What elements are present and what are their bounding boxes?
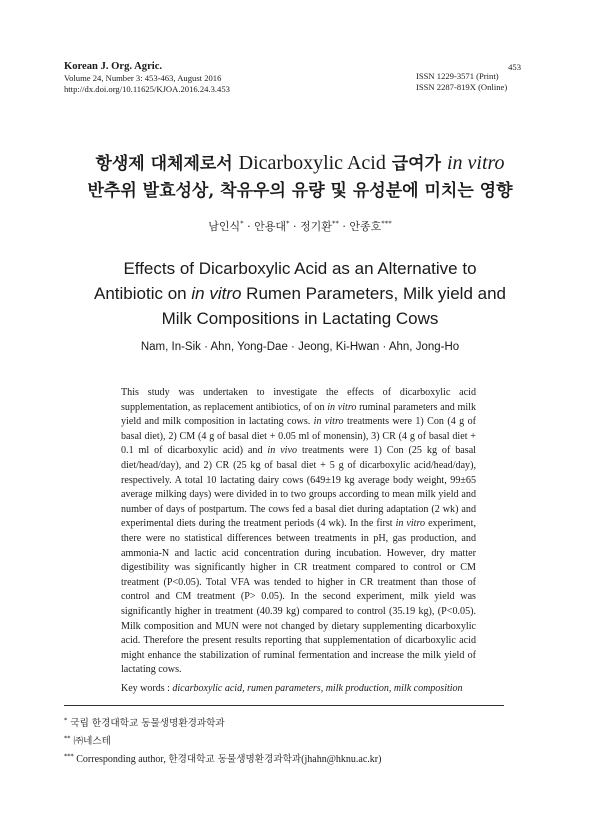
- english-title-line-1: Effects of Dicarboxylic Acid as an Alternative to: [123, 259, 477, 278]
- author-ko-4: 안종호: [349, 220, 382, 233]
- footnotes: [64, 713, 381, 768]
- doi-link[interactable]: http://dx.doi.org/10.11625/KJOA.2016.24.3.453: [64, 84, 230, 94]
- footnote-text: ㈜네스테: [70, 736, 111, 748]
- abstract-text: [121, 386, 476, 678]
- footnote-mark: **: [64, 734, 71, 743]
- korean-title-line-2: 반추위 발효성상, 착유우의 유량 및 유성분에 미치는 영향: [87, 181, 513, 201]
- issn-print: ISSN 1229-3571 (Print): [416, 71, 499, 81]
- english-authors: Nam, In-Sik · Ahn, Yong-Dae · Jeong, Ki-Hwan · Ahn, Jong-Ho: [140, 341, 460, 353]
- korean-title-line-1: [0, 150, 600, 178]
- author-mark: **: [331, 219, 339, 228]
- abstract-italic: in vivo: [267, 445, 298, 457]
- abstract-part: This study was undertaken to investigate the effects of dicarboxylic acid supplementation, as replacement antibiotics, of on: [121, 387, 476, 413]
- footnote-1: [64, 713, 381, 731]
- footnote-mark: ***: [64, 752, 74, 761]
- footnote-divider: [64, 705, 504, 706]
- abstract-italic: in vitro: [327, 401, 357, 413]
- journal-header: [64, 60, 324, 95]
- volume-info: Volume 24, Number 3: 453-463, August 2016: [64, 73, 222, 83]
- issn-online: ISSN 2287-819X (Online): [416, 82, 508, 92]
- korean-title: [0, 150, 600, 205]
- english-title: [0, 256, 600, 331]
- journal-name: Korean J. Org. Agric.: [64, 61, 163, 72]
- korean-title-part: 급여가: [385, 154, 447, 174]
- footnote-text: 한경대학교 동물생명환경과학과: [168, 754, 302, 766]
- author-separator: ·: [243, 220, 255, 233]
- footnote-mark: *: [64, 716, 68, 724]
- page-number: 453: [508, 62, 521, 72]
- author-separator: ·: [338, 220, 350, 233]
- abstract-italic: in vitro: [395, 518, 426, 530]
- korean-title-english-term: Dicarboxylic Acid: [238, 152, 386, 174]
- abstract-part: ruminal parameters and milk yield and milk composition in lactating cows.: [121, 401, 476, 428]
- footnote-text: 국립 한경대학교 동물생명환경과학과: [67, 718, 225, 730]
- korean-title-part: 항생제 대체제로서: [95, 154, 239, 174]
- korean-title-italic-term: in vitro: [446, 152, 505, 174]
- abstract-italic: in vitro: [313, 416, 344, 428]
- author-ko-1: 남인식: [208, 220, 241, 233]
- abstract-part: experiment, there were no statistical differences between treatments in pH, gas production, and ammonia-N and lactic acid concentration during incubation. However, dry matter digestibility was significantly higher in CR treatment compared to control or CM treatment (P<0.05). Total VFA was tended to higher in CR treatment than those of control and CM treatment (P> 0.05). In the second experiment, milk yield was significantly higher in treatment (40.39 kg) compared to control (35.19 kg), (P<0.05). Milk composition and MUN were not changed by dietary supplementing dicarboxylic acid. Therefore the present results reporting that supplementation of dicarboxylic acid might enhance the stabilization of ruminal fermentation and increase the milk yield of lactating cows.: [121, 518, 476, 676]
- keywords-label: Key words :: [121, 683, 173, 694]
- author-mark: ***: [381, 219, 392, 228]
- author-ko-3: 정기환: [300, 220, 332, 233]
- footnote-text: Corresponding author,: [73, 754, 169, 766]
- author-mark: *: [240, 219, 244, 228]
- english-title-part: Rumen Parameters, Milk yield and: [241, 284, 506, 303]
- english-title-line-2: [0, 281, 600, 306]
- author-mark: *: [286, 219, 290, 228]
- keywords: [121, 683, 481, 694]
- english-title-italic-term: in vitro: [191, 284, 242, 303]
- keywords-list: dicarboxylic acid, rumen parameters, milk production, milk composition: [172, 683, 463, 694]
- corresponding-email[interactable]: (jhahn@hknu.ac.kr): [301, 754, 382, 766]
- abstract: [121, 386, 476, 678]
- footnote-3: [64, 749, 381, 767]
- issn-block: [416, 71, 526, 93]
- english-title-part: Antibiotic on: [94, 284, 192, 303]
- footnote-2: [64, 731, 381, 749]
- english-title-line-3: Milk Compositions in Lactating Cows: [161, 309, 439, 328]
- author-ko-2: 안용대: [254, 220, 286, 233]
- author-separator: ·: [289, 220, 300, 233]
- korean-authors: [0, 218, 600, 234]
- abstract-part: treatments were 1) Con (4 g of basal diet), 2) CM (4 g of basal diet + 0.05 ml of monensin), 3) CR (4 g of basal diet + 0.1 ml of dicarboxylic acid) and: [121, 416, 476, 457]
- abstract-part: treatments were 1) Con (25 kg of basal diet/head/day), and 2) CR (25 kg of basal diet + 5 g of dicarboxylic acid/head/day), respectively. A total 10 lactating dairy cows (649±19 kg average body weight, 99±65 average milking days) were divided in to two groups according to mean milk yield and number of days of postpartum. The cows fed a basal diet during adaptation (2 wk) and experimental diets during the treatment periods (4 wk). In the first: [121, 445, 476, 530]
